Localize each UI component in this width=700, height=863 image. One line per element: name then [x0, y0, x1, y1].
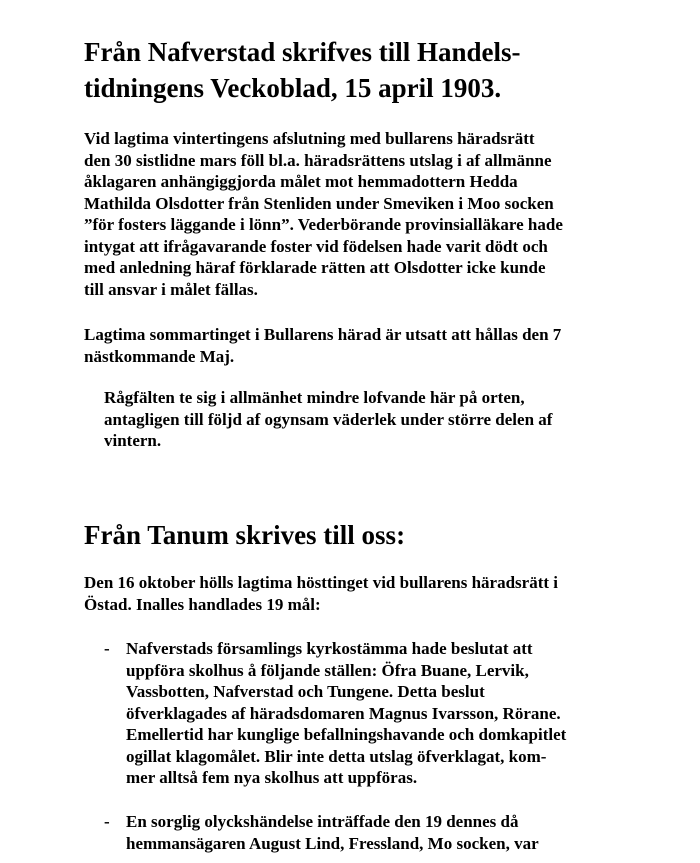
bullet-marker: -	[104, 639, 110, 658]
text-line: till ansvar i målet fällas.	[84, 279, 258, 299]
article1-paragraph3	[104, 387, 700, 452]
text-line: Vid lagtima vintertingens afslutning med bullarens häradsrätt	[84, 129, 535, 148]
article1-paragraph2	[84, 324, 684, 367]
heading-line: Från Nafverstad skrifves till Handels-	[84, 37, 521, 67]
text-line: Mathilda Olsdotter från Stenliden under Smeviken i Moo socken	[84, 193, 554, 213]
text-line: vintern.	[104, 431, 162, 450]
text-line: En sorglig olyckshändelse inträffade den 19 dennes då	[126, 812, 519, 831]
text-line: hemmansägaren August Lind, Fressland, Mo socken, var	[126, 833, 539, 853]
text-line: den 30 sistlidne mars föll bl.a. häradsrättens utslag i af allmänne	[84, 150, 552, 170]
article2-heading: Från Tanum skrives till oss:	[84, 520, 406, 550]
text-line: Emellertid har kunglige befallningshavande och domkapitlet	[126, 725, 567, 744]
heading-line: tidningens Veckoblad, 15 april 1903.	[84, 73, 502, 103]
article1-paragraph1	[84, 128, 684, 300]
bullet-marker: -	[104, 812, 110, 831]
article1-heading	[84, 34, 644, 106]
text-line: Vassbotten, Nafverstad och Tungene. Detta beslut	[126, 682, 485, 701]
article2-bullet2	[126, 811, 700, 854]
text-line: Östad. Inalles handlades 19 mål:	[84, 594, 321, 614]
article2-intro	[84, 572, 684, 615]
text-line: ”för fosters läggande i lönn”. Vederbörande provinsialläkare hade	[84, 215, 563, 234]
text-line: Rågfälten te sig i allmänhet mindre lofvande här på orten,	[104, 388, 525, 407]
text-line: Nafverstads församlings kyrkostämma hade beslutat att	[126, 639, 533, 658]
text-line: öfverklagades af häradsdomaren Magnus Ivarsson, Rörane.	[126, 703, 561, 723]
text-line: intygat att ifrågavarande foster vid födelsen hade varit dödt och	[84, 236, 548, 256]
text-line: antagligen till följd af ogynsam väderlek under större delen af	[104, 409, 553, 429]
text-line: uppföra skolhus å följande ställen: Öfra Buane, Lervik,	[126, 660, 529, 680]
text-line: med anledning häraf förklarade rätten att Olsdotter icke kunde	[84, 258, 546, 277]
text-line: Lagtima sommartinget i Bullarens härad är utsatt att hållas den 7	[84, 325, 562, 344]
text-line: mer alltså fem nya skolhus att uppföras.	[126, 768, 418, 787]
text-line: Den 16 oktober hölls lagtima hösttinget vid bullarens häradsrätt i	[84, 573, 558, 592]
article2-bullet1	[126, 638, 700, 789]
text-line: ogillat klagomålet. Blir inte detta utslag öfverklagat, kom-	[126, 746, 547, 766]
text-line: nästkommande Maj.	[84, 346, 235, 366]
text-line: åklagaren anhängiggjorda målet mot hemmadottern Hedda	[84, 172, 518, 191]
